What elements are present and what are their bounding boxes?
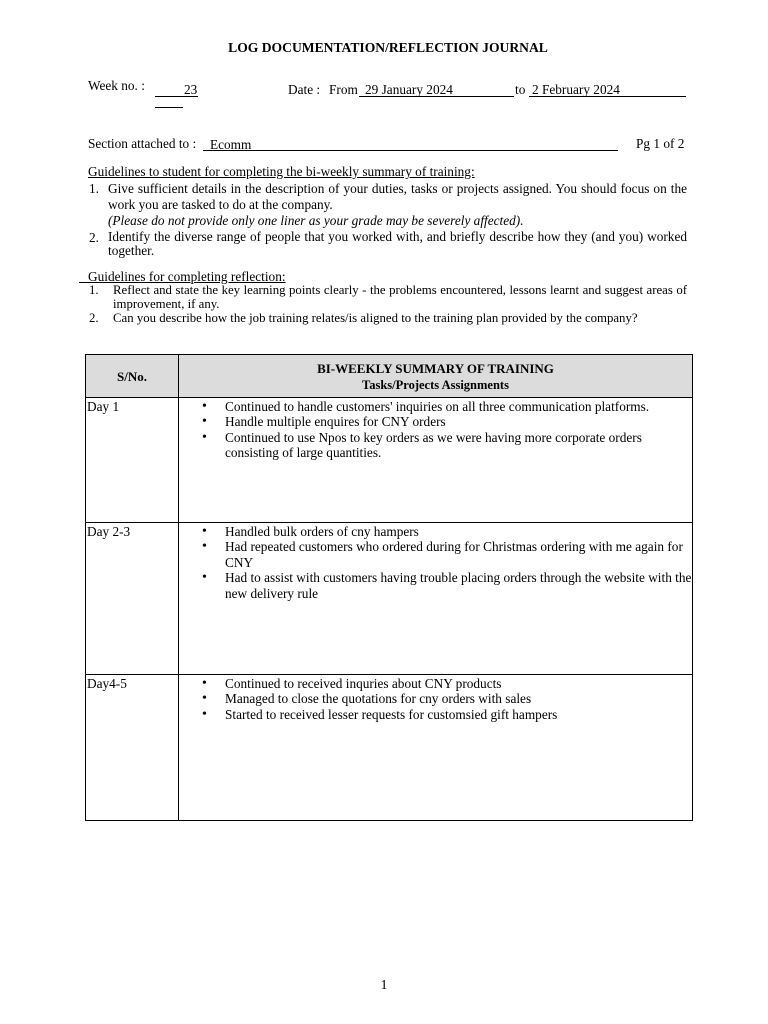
section-label: Section attached to : (88, 136, 197, 151)
day-cell: Day 2-3 (86, 523, 179, 675)
week-value: 23 (184, 82, 198, 97)
summary-header-subtitle: Tasks/Projects Assignments (362, 377, 509, 392)
date-from-label: From (329, 82, 358, 97)
heading-underline-lead (79, 282, 88, 283)
guideline-number: 2. (89, 230, 99, 245)
sno-header-label: S/No. (117, 369, 147, 384)
task-item: • Continued to handle customers' inquiries on all three communication platforms. (225, 399, 692, 414)
summary-header-title: BI-WEEKLY SUMMARY OF TRAINING (317, 361, 554, 376)
task-list (179, 523, 692, 601)
week-label: Week no. : (88, 78, 145, 93)
guideline-item: Give sufficient details in the description of your duties, tasks or projects assigned. You should focus on the work you are tasked to do at the company. (108, 181, 687, 212)
week-underline-2 (155, 107, 183, 108)
task-list (179, 675, 692, 722)
tasks-cell (179, 523, 693, 675)
task-item: • Had repeated customers who ordered during for Christmas ordering with me again for CNY (225, 539, 692, 570)
task-item: • Continued to use Npos to key orders as we were having more corporate orders consisting of large quantities. (225, 430, 692, 461)
page-number: 1 (380, 978, 388, 993)
section-value: Ecomm (210, 137, 252, 152)
date-from-value: 29 January 2024 (365, 82, 453, 97)
table-row (86, 523, 693, 675)
task-item: • Handle multiple enquires for CNY orders (225, 414, 692, 429)
guideline-number: 1. (89, 283, 99, 297)
date-to-value: 2 February 2024 (532, 82, 620, 97)
task-item: • Had to assist with customers having trouble placing orders through the website with the new delivery rule (225, 570, 692, 601)
guideline-number: 2. (89, 311, 99, 325)
date-from-underline (359, 96, 514, 97)
summary-header (179, 355, 693, 398)
guideline-number: 1. (89, 181, 99, 196)
day-cell: Day 1 (86, 398, 179, 523)
task-list (179, 398, 692, 461)
date-to-label: to (515, 82, 526, 97)
page-indicator: Pg 1 of 2 (636, 136, 685, 151)
guideline-item: Identify the diverse range of people that you worked with, and briefly describe how they (and you) worked together. (108, 229, 687, 258)
summary-table (85, 354, 693, 821)
tasks-cell (179, 398, 693, 523)
day-cell: Day4-5 (86, 675, 179, 821)
table-row (86, 398, 693, 523)
guideline-item: Can you describe how the job training relates/is aligned to the training plan provided by the company? (113, 311, 638, 325)
guideline-note: (Please do not provide only one liner as your grade may be severely affected). (108, 213, 524, 228)
table-row (86, 675, 693, 821)
page-title: LOG DOCUMENTATION/REFLECTION JOURNAL (228, 40, 548, 55)
date-label: Date : (288, 82, 321, 97)
sno-header (86, 355, 179, 398)
section-underline (203, 150, 618, 151)
guideline-item: Reflect and state the key learning points clearly - the problems encountered, lessons learnt and suggest areas of improvement, if any. (113, 283, 687, 311)
date-to-underline (529, 96, 686, 97)
week-underline (155, 96, 198, 97)
task-item: • Continued to received inquries about CNY products (225, 676, 692, 691)
tasks-cell (179, 675, 693, 821)
task-item: • Managed to close the quotations for cny orders with sales (225, 691, 692, 706)
task-item: • Started to received lesser requests for customsied gift hampers (225, 707, 692, 722)
table-header-row (86, 355, 693, 398)
guidelines-summary-heading: Guidelines to student for completing the bi-weekly summary of training: (88, 164, 475, 179)
guidelines-reflection-heading: Guidelines for completing reflection: (88, 269, 286, 284)
task-item: • Handled bulk orders of cny hampers (225, 524, 692, 539)
